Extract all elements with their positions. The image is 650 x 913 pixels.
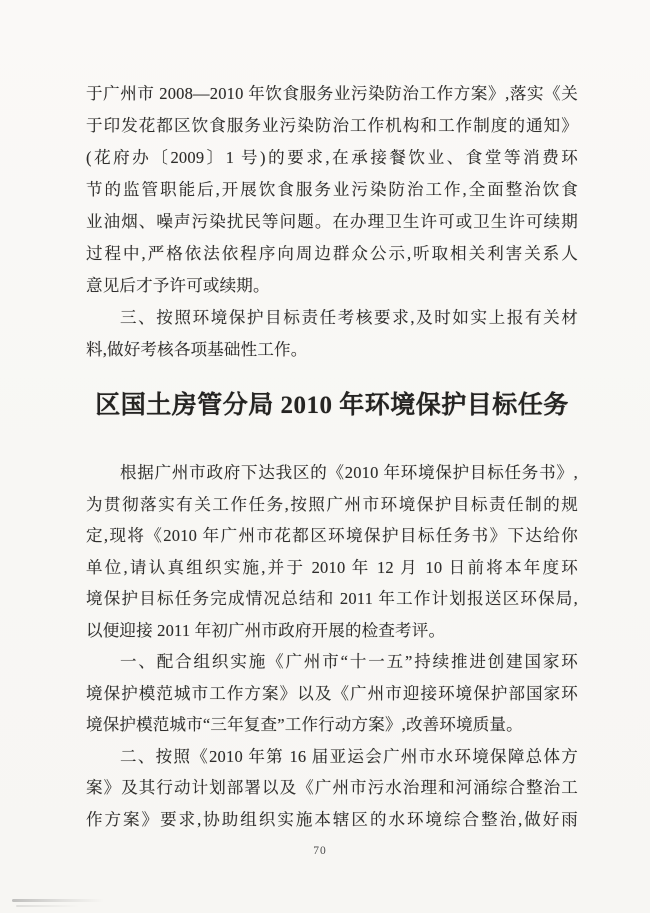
text-line: 料,做好考核各项基础性工作。 <box>86 340 308 359</box>
text-line: 定,现将《2010 年广州市花都区环境保护目标任务书》下达给你 <box>86 526 578 545</box>
text-line: 根据广州市政府下达我区的《2010 年环境保护目标任务书》, <box>120 463 578 482</box>
text-line: 意见后才予许可或续期。 <box>86 276 270 295</box>
scan-artifact-smudge-faint <box>16 905 86 907</box>
text-line: 业油烟、噪声污染扰民等问题。在办理卫生许可或卫生许可续期 <box>86 212 578 231</box>
text-line: 过程中,严格依法依程序向周边群众公示,听取相关利害关系人 <box>86 244 578 263</box>
text-line: 一、配合组织实施《广州市“十一五”持续推进创建国家环 <box>120 652 578 671</box>
text-line: 以便迎接 2011 年初广州市政府开展的检查考评。 <box>86 620 446 640</box>
text-line: 节的监管职能后,开展饮食服务业污染防治工作,全面整治饮食 <box>86 180 578 199</box>
text-line: 作方案》要求,协助组织实施本辖区的水环境综合整治,做好雨 <box>86 809 578 829</box>
body-text-top-section <box>86 78 578 366</box>
text-line: 单位,请认真组织实施,并于 2010 年 12 月 10 日前将本年度环 <box>86 557 578 577</box>
page-number: 70 <box>313 845 327 857</box>
text-line: 案》及其行动计划部署以及《广州市污水治理和河涌综合整治工 <box>86 778 578 797</box>
section-title: 区国土房管分局 2010 年环境保护目标任务 <box>95 392 569 419</box>
text-line: 于印发花都区饮食服务业污染防治工作机构和工作制度的通知》 <box>86 116 578 135</box>
body-text-main-section <box>86 457 578 835</box>
text-line: 于广州市 2008—2010 年饮食服务业污染防治工作方案》,落实《关 <box>86 84 578 103</box>
text-line: 为贯彻落实有关工作任务,按照广州市环境保护目标责任制的规 <box>86 494 578 514</box>
text-line: 三、按照环境保护目标责任考核要求,及时如实上报有关材 <box>120 308 578 327</box>
text-line: 境保护模范城市“三年复查”工作行动方案》,改善环境质量。 <box>86 715 523 734</box>
text-line: (花府办〔2009〕1 号)的要求,在承接餐饮业、食堂等消费环 <box>86 148 578 167</box>
scan-artifact-smudge <box>12 899 104 902</box>
text-line: 二、按照《2010 年第 16 届亚运会广州市水环境保障总体方 <box>120 746 578 766</box>
text-line: 境保护模范城市工作方案》以及《广州市迎接环境保护部国家环 <box>86 683 578 703</box>
text-line: 境保护目标任务完成情况总结和 2011 年工作计划报送区环保局, <box>86 589 578 608</box>
